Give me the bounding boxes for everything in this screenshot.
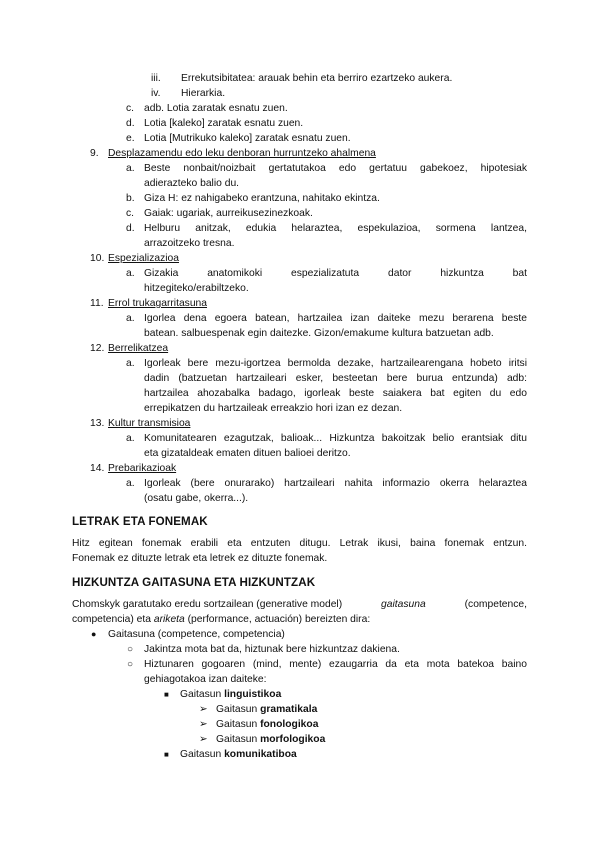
bullet-bold-text: morfologikoa [260, 734, 326, 745]
bullet-text: Gaitasun [180, 689, 225, 700]
arrow-bullet-icon: ➢ [199, 734, 208, 745]
paragraph-line [72, 612, 370, 627]
list-item-line: Igorlea dena egoera batean, hartzailea izan daiteke mezu berarena beste [144, 313, 527, 324]
intro-text: competencia) eta [72, 614, 154, 625]
bullet-text: Gaitasun [216, 704, 261, 715]
list-item-line: Gizakia anatomikoki espezializatuta dator hizkuntza bat [144, 268, 527, 279]
list-item: Lotia [kaleko] zaratak esnatu zuen. [144, 118, 304, 129]
intro-text: Chomskyk garatutako eredu sortzailean (generative model) [72, 599, 346, 610]
list-marker: a. [126, 163, 135, 174]
intro-text: (performance, actuación) bereizten dira: [184, 614, 371, 625]
list-item: Errekutsibitatea: arauak behin eta berriro ezartzeko aukera. [181, 73, 453, 84]
list-marker: c. [126, 103, 135, 114]
list-item-line: hitzegiteko/erabiltzeko. [144, 283, 249, 294]
section-title: Errol trukagarritasuna [108, 298, 208, 309]
bullet-item [216, 732, 325, 747]
section-heading: HIZKUNTZA GAITASUNA ETA HIZKUNTZAK [72, 576, 316, 589]
intro-text: (competence, [461, 599, 527, 610]
list-item-line: Beste nonbait/noizbait gertatutakoa edo gertatuu gabekoez, hipotesiak [144, 163, 527, 174]
bullet-item: Gaitasuna (competence, competencia) [108, 629, 285, 640]
section-number: 14. [90, 463, 105, 474]
bullet-item [216, 702, 317, 717]
bullet-square-icon: ■ [164, 690, 169, 699]
bullet-dot-icon: ● [91, 629, 97, 639]
list-marker: a. [126, 313, 135, 324]
bullet-item: Jakintza mota bat da, hiztunak bere hizkuntzaz dakiena. [144, 644, 400, 655]
bullet-text: Gaitasun [216, 734, 261, 745]
section-title: Espezializazioa [108, 253, 179, 264]
list-item-line: Komunitatearen ezagutzak, balioak... Hizkuntza bakoitzak belio erantsiak ditu [144, 433, 527, 444]
list-item-line: Giza H: ez nahigabeko erantzuna, nahitako ekintza. [144, 193, 380, 204]
bullet-item-line: Hiztunaren gogoaren (mind, mente) ezaugarria da eta mota batekoa baino [144, 659, 527, 670]
list-marker: a. [126, 268, 135, 279]
bullet-bold-text: komunikatiboa [224, 749, 297, 760]
list-marker: a. [126, 358, 135, 369]
section-number: 10. [90, 253, 105, 264]
bullet-item [216, 717, 318, 732]
list-item-line: errepikatzen du hartzaileak erreakzio hori izan ez dezan. [144, 403, 403, 414]
list-marker: d. [126, 223, 135, 234]
list-marker: a. [126, 478, 135, 489]
bullet-item [180, 687, 281, 702]
arrow-bullet-icon: ➢ [199, 704, 208, 715]
intro-term: gaitasuna [381, 599, 426, 610]
section-number: 11. [90, 298, 104, 309]
bullet-bold-text: linguistikoa [224, 689, 282, 700]
paragraph-line [72, 597, 527, 612]
list-item-line: arrazoitzeko tresna. [144, 238, 235, 249]
paragraph-line: Fonemak ez dituzte letrak eta letrek ez dituzte fonemak. [72, 553, 328, 564]
section-title: Berrelikatzea [108, 343, 169, 354]
list-marker: b. [126, 193, 135, 204]
section-number: 9. [90, 148, 99, 159]
list-marker: d. [126, 118, 135, 129]
arrow-bullet-icon: ➢ [199, 719, 208, 730]
bullet-item-line: gehiagotakoa izan daiteke: [144, 674, 267, 685]
paragraph-line: Hitz egitean fonemak erabili eta entzuten ditugu. Letrak ikusi, baina fonemak entzun. [72, 538, 527, 549]
list-marker: c. [126, 208, 135, 219]
section-heading: LETRAK ETA FONEMAK [72, 515, 208, 528]
list-item-line: Igorleak (bere onurarako) hartzaileari nahita informazio okerra helaraztea [144, 478, 527, 489]
list-item: Hierarkia. [181, 88, 226, 99]
list-item-line: Igorleak bere mezu-igortzea bermolda dezake, hartzailearengana hobeto iritsi [144, 358, 527, 369]
list-marker: iv. [151, 88, 161, 99]
section-number: 12. [90, 343, 105, 354]
bullet-bold-text: gramatikala [260, 704, 318, 715]
list-item-line: Gaiak: ugariak, aurreikusezinezkoak. [144, 208, 313, 219]
list-item: adb. Lotia zaratak esnatu zuen. [144, 103, 288, 114]
bullet-bold-text: fonologikoa [260, 719, 319, 730]
intro-term: ariketa [153, 614, 185, 625]
bullet-square-icon: ■ [164, 750, 169, 759]
list-item-line: dadin (batzuetan hartzaileari esker, besteetan bere burua entzunda) adb: [144, 373, 527, 384]
section-number: 13. [90, 418, 105, 429]
bullet-circle-icon: ○ [127, 644, 134, 655]
section-title: Prebarikazioak [108, 463, 177, 474]
section-title: Kultur transmisioa [108, 418, 191, 429]
list-item-line: hartzailea ahozabalka badago, igorleak beste saiakera bat egiten du edo [144, 388, 527, 399]
list-marker: e. [126, 133, 135, 144]
list-item-line: batean. salbuespenak egin daitezke. Gizon/emakume kultura batzuetan adb. [144, 328, 494, 339]
bullet-text: Gaitasun [180, 749, 225, 760]
bullet-circle-icon: ○ [127, 659, 134, 670]
list-marker: a. [126, 433, 135, 444]
list-item-line: eta gizataldeak ematen dituen balioei deritzo. [144, 448, 351, 459]
list-item: Lotia [Mutrikuko kaleko] zaratak esnatu zuen. [144, 133, 351, 144]
list-marker: iii. [151, 73, 161, 84]
list-item-line: Helburu anitzak, edukia helaraztea, espekulazioa, sormena lantzea, [144, 223, 527, 234]
section-title: Desplazamendu edo leku denboran hurruntzeko ahalmena [108, 148, 376, 159]
bullet-item [180, 747, 297, 762]
list-item-line: adierazteko balio du. [144, 178, 240, 189]
bullet-text: Gaitasun [216, 719, 261, 730]
list-item-line: (osatu gabe, okerra...). [144, 493, 249, 504]
